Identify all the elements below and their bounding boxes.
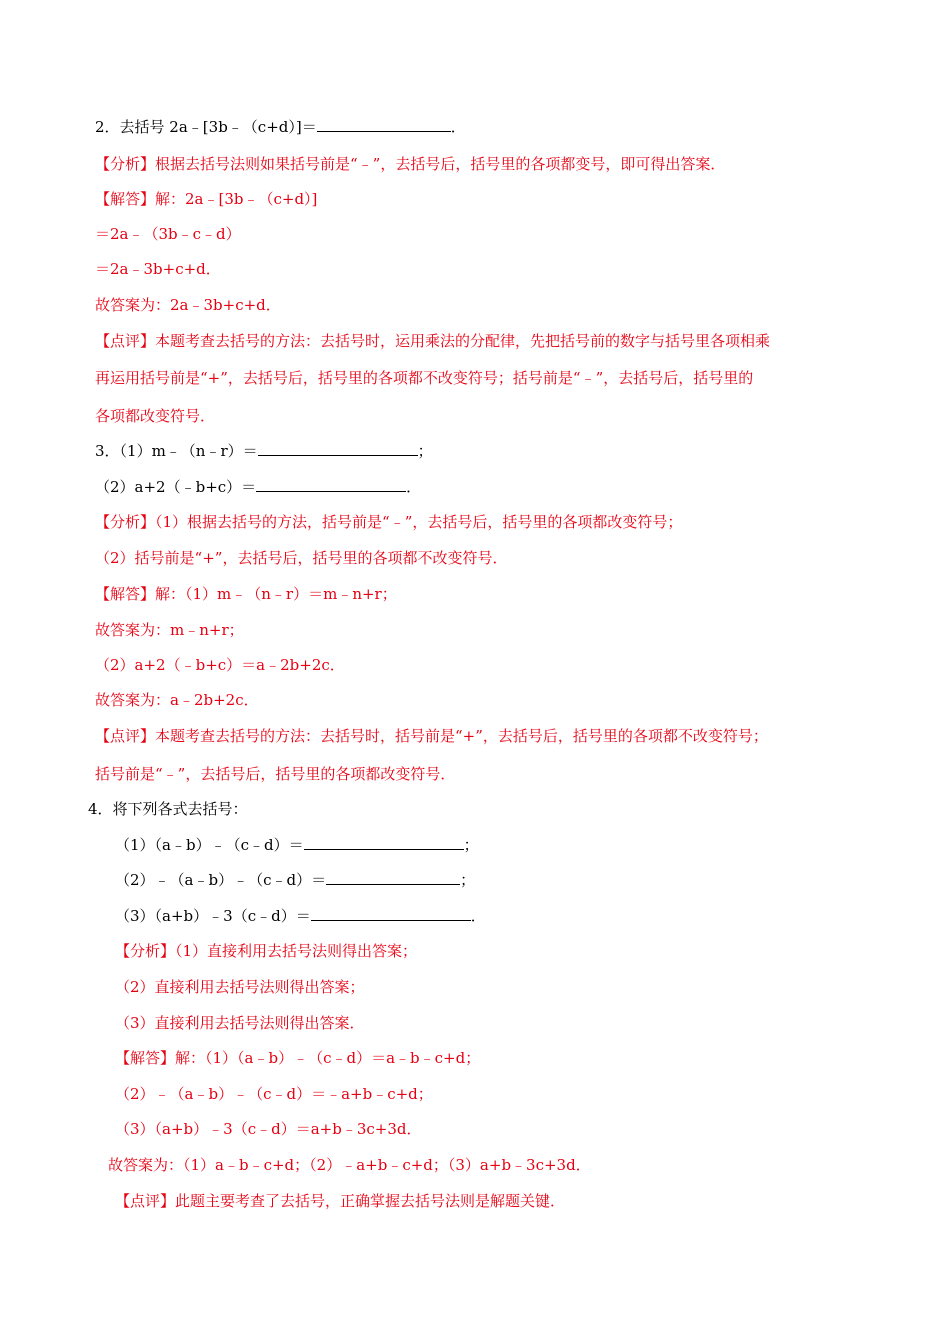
q4-comment: 【点评】此题主要考查了去括号，正确掌握去括号法则是解题关键．	[115, 1192, 566, 1210]
q3-solution-line: （2）a+2（﹣b+c）＝a﹣2b+2c．	[95, 656, 345, 674]
q3-analysis: 【分析】（1）根据去括号的方法，括号前是“﹣”，去括号后，括号里的各项都改变符号；	[95, 513, 683, 531]
answer-blank[interactable]	[304, 835, 464, 850]
q3-analysis: （2）括号前是“+”，去括号后，括号里的各项都不改变符号．	[95, 549, 508, 567]
q4-solution-line: （3）（a+b）﹣3（c﹣d）＝a+b﹣3c+3d．	[115, 1120, 422, 1138]
answer-blank[interactable]	[256, 477, 406, 492]
q2-comment: 再运用括号前是“+”，去括号后，括号里的各项都不改变符号；括号前是“﹣”，去括号后，括号里的	[95, 369, 754, 387]
q3-solution-line: 【解答】解：（1）m﹣（n﹣r）＝m﹣n+r；	[95, 585, 397, 603]
q4-stem: 4．将下列各式去括号：	[88, 800, 248, 818]
answer-blank[interactable]	[317, 117, 451, 132]
q4-answer: 故答案为：（1）a﹣b﹣c+d；（2）﹣a+b﹣c+d；（3）a+b﹣3c+3d．	[108, 1156, 591, 1174]
q4-part-2: （2）﹣（a﹣b）﹣（c﹣d）＝ ；	[115, 871, 476, 889]
q3-stem-1: 3．（1）m﹣（n﹣r）＝ ；	[95, 442, 433, 460]
q2-solution-line: 【解答】解：2a﹣[3b﹣（c+d）]	[95, 190, 318, 208]
q2-comment: 各项都改变符号．	[95, 407, 216, 425]
q3-comment: 【点评】本题考查去括号的方法：去括号时，括号前是“+”，去括号后，括号里的各项都不改变符号；	[95, 727, 768, 745]
q4-analysis: 【分析】（1）直接利用去括号法则得出答案；	[115, 942, 418, 960]
q3-answer: 故答案为：m﹣n+r；	[95, 621, 244, 639]
q2-answer: 故答案为：2a﹣3b+c+d．	[95, 296, 281, 314]
answer-blank[interactable]	[311, 906, 471, 921]
q4-solution-line: （2）﹣（a﹣b）﹣（c﹣d）＝﹣a+b﹣c+d；	[115, 1085, 433, 1103]
q2-stem: 2．去括号 2a﹣[3b﹣（c+d）]＝ ．	[95, 118, 466, 136]
q2-comment: 【点评】本题考查去括号的方法：去括号时，运用乘法的分配律，先把括号前的数字与括号里各项相乘	[95, 332, 771, 350]
q3-stem-2: （2）a+2（﹣b+c）＝ ．	[95, 478, 422, 496]
answer-blank[interactable]	[326, 870, 460, 885]
q2-solution-line: ＝2a﹣3b+c+d．	[95, 260, 221, 278]
q3-answer: 故答案为：a﹣2b+2c．	[95, 691, 259, 709]
answer-blank[interactable]	[258, 441, 418, 456]
q4-part-3: （3）（a+b）﹣3（c﹣d）＝ ．	[115, 907, 486, 925]
q4-solution-line: 【解答】解：（1）（a﹣b）﹣（c﹣d）＝a﹣b﹣c+d；	[115, 1049, 481, 1067]
q4-analysis: （2）直接利用去括号法则得出答案；	[115, 978, 365, 996]
q3-comment: 括号前是“﹣”，去括号后，括号里的各项都改变符号．	[95, 765, 456, 783]
q4-part-1: （1）（a﹣b）﹣（c﹣d）＝ ；	[115, 836, 479, 854]
q4-analysis: （3）直接利用去括号法则得出答案．	[115, 1014, 365, 1032]
q2-analysis: 【分析】根据去括号法则如果括号前是“﹣”，去括号后，括号里的各项都变号，即可得出答案．	[95, 155, 726, 173]
q2-solution-line: ＝2a﹣（3b﹣c﹣d）	[95, 225, 241, 243]
